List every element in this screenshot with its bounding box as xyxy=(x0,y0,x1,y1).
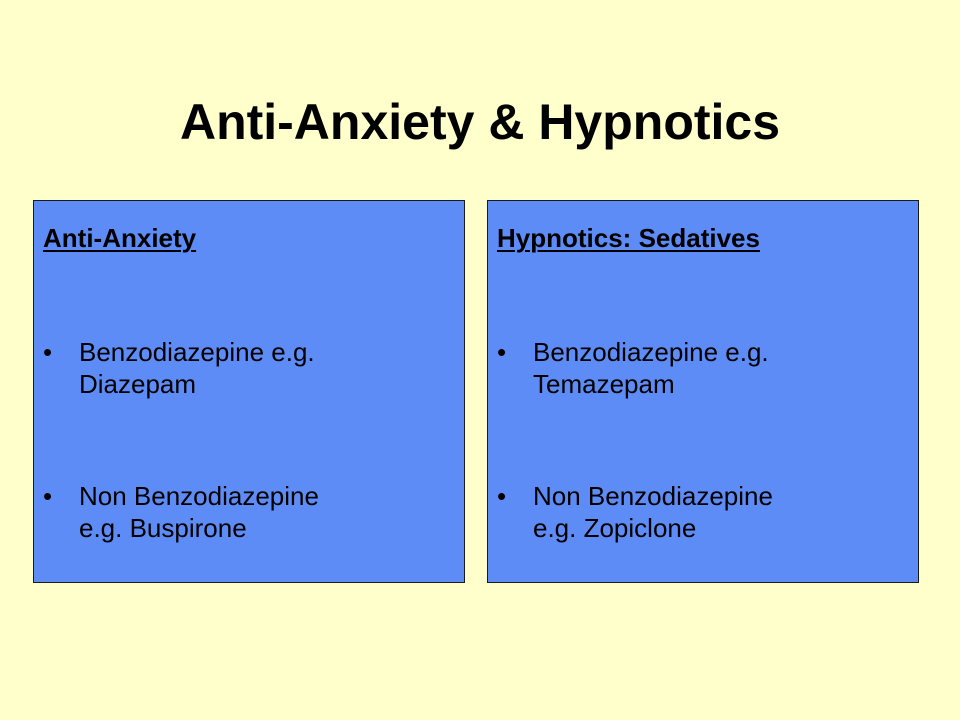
bullet-item xyxy=(497,336,877,400)
bullet-dot-icon: • xyxy=(43,481,53,511)
bullet-item xyxy=(497,480,877,544)
hypnotics-heading: Hypnotics: Sedatives xyxy=(497,223,760,253)
bullet-text-line1: Benzodiazepine e.g. xyxy=(79,337,315,367)
bullet-text-line1: Benzodiazepine e.g. xyxy=(533,337,769,367)
bullet-item xyxy=(43,336,423,400)
bullet-text-line1: Non Benzodiazepine xyxy=(79,481,319,511)
hypnotics-box xyxy=(487,200,919,583)
bullet-dot-icon: • xyxy=(497,337,507,367)
anti-anxiety-heading: Anti-Anxiety xyxy=(43,223,197,253)
bullet-text-line2: Temazepam xyxy=(533,369,675,399)
slide-title: Anti-Anxiety & Hypnotics xyxy=(179,94,781,150)
bullet-dot-icon: • xyxy=(43,337,53,367)
bullet-text-line2: Diazepam xyxy=(79,369,197,399)
bullet-text-line2: e.g. Buspirone xyxy=(79,513,247,543)
bullet-text-line1: Non Benzodiazepine xyxy=(533,481,773,511)
bullet-dot-icon: • xyxy=(497,481,507,511)
bullet-item xyxy=(43,480,423,544)
bullet-text-line2: e.g. Zopiclone xyxy=(533,513,697,543)
anti-anxiety-box xyxy=(33,200,465,583)
